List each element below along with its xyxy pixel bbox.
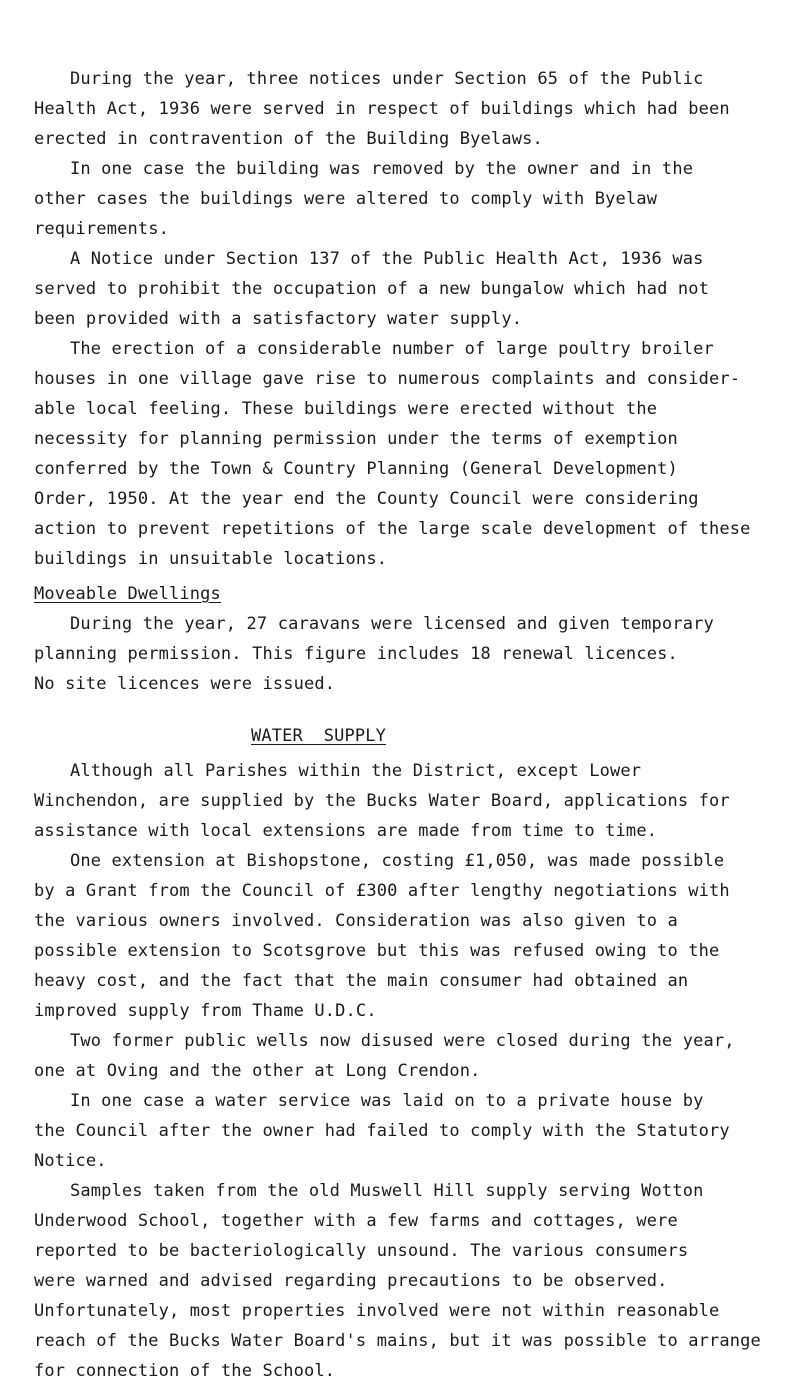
text-line: reach of the Bucks Water Board's mains, but it was possible to arrange xyxy=(34,1331,761,1351)
text-line: for connection of the School. xyxy=(34,1361,336,1381)
text-line: Notice. xyxy=(34,1151,107,1171)
text-line: Unfortunately, most properties involved were not within reasonable xyxy=(34,1301,720,1321)
text-line: In one case the building was removed by the owner and in the xyxy=(70,159,694,179)
text-line: erected in contravention of the Building Byelaws. xyxy=(34,129,543,149)
text-line: No site licences were issued. xyxy=(34,674,336,694)
text-line: Two former public wells now disused were closed during the year, xyxy=(70,1031,735,1051)
text-line: reported to be bacteriologically unsound. The various consumers xyxy=(34,1241,689,1261)
section-heading-water-supply: WATER SUPPLY xyxy=(251,726,387,746)
text-line: heavy cost, and the fact that the main consumer had obtained an xyxy=(34,971,689,991)
text-line: During the year, three notices under Section 65 of the Public xyxy=(70,69,704,89)
text-line: the Council after the owner had failed to comply with the Statutory xyxy=(34,1121,730,1141)
text-line: Underwood School, together with a few farms and cottages, were xyxy=(34,1211,678,1231)
text-line: houses in one village gave rise to numerous complaints and consider- xyxy=(34,369,741,389)
text-line: Winchendon, are supplied by the Bucks Water Board, applications for xyxy=(34,791,730,811)
text-line: During the year, 27 caravans were licensed and given temporary xyxy=(70,614,714,634)
text-line: buildings in unsuitable locations. xyxy=(34,549,388,569)
text-line: planning permission. This figure includes 18 renewal licences. xyxy=(34,644,678,664)
text-line: One extension at Bishopstone, costing £1,050, was made possible xyxy=(70,851,725,871)
text-line: possible extension to Scotsgrove but this was refused owing to the xyxy=(34,941,720,961)
text-line: one at Oving and the other at Long Crendon. xyxy=(34,1061,481,1081)
text-line: Samples taken from the old Muswell Hill supply serving Wotton xyxy=(70,1181,704,1201)
text-line: necessity for planning permission under the terms of exemption xyxy=(34,429,678,449)
text-line: by a Grant from the Council of £300 after lengthy negotiations with xyxy=(34,881,730,901)
text-line: A Notice under Section 137 of the Public Health Act, 1936 was xyxy=(70,249,704,269)
text-line: In one case a water service was laid on to a private house by xyxy=(70,1091,704,1111)
text-line: requirements. xyxy=(34,219,170,239)
text-line: served to prohibit the occupation of a new bungalow which had not xyxy=(34,279,710,299)
text-line: were warned and advised regarding precautions to be observed. xyxy=(34,1271,668,1291)
text-line: other cases the buildings were altered to comply with Byelaw xyxy=(34,189,658,209)
text-line: Although all Parishes within the District, except Lower xyxy=(70,761,642,781)
text-line: Order, 1950. At the year end the County Council were considering xyxy=(34,489,699,509)
section-heading-moveable-dwellings: Moveable Dwellings xyxy=(34,584,221,604)
text-line: been provided with a satisfactory water supply. xyxy=(34,309,523,329)
text-line: action to prevent repetitions of the large scale development of these xyxy=(34,519,751,539)
text-line: conferred by the Town & Country Planning (General Development) xyxy=(34,459,678,479)
text-line: able local feeling. These buildings were erected without the xyxy=(34,399,658,419)
text-line: assistance with local extensions are made from time to time. xyxy=(34,821,658,841)
text-line: Health Act, 1936 were served in respect of buildings which had been xyxy=(34,99,730,119)
text-line: The erection of a considerable number of large poultry broiler xyxy=(70,339,714,359)
text-line: improved supply from Thame U.D.C. xyxy=(34,1001,377,1021)
text-line: the various owners involved. Consideration was also given to a xyxy=(34,911,678,931)
